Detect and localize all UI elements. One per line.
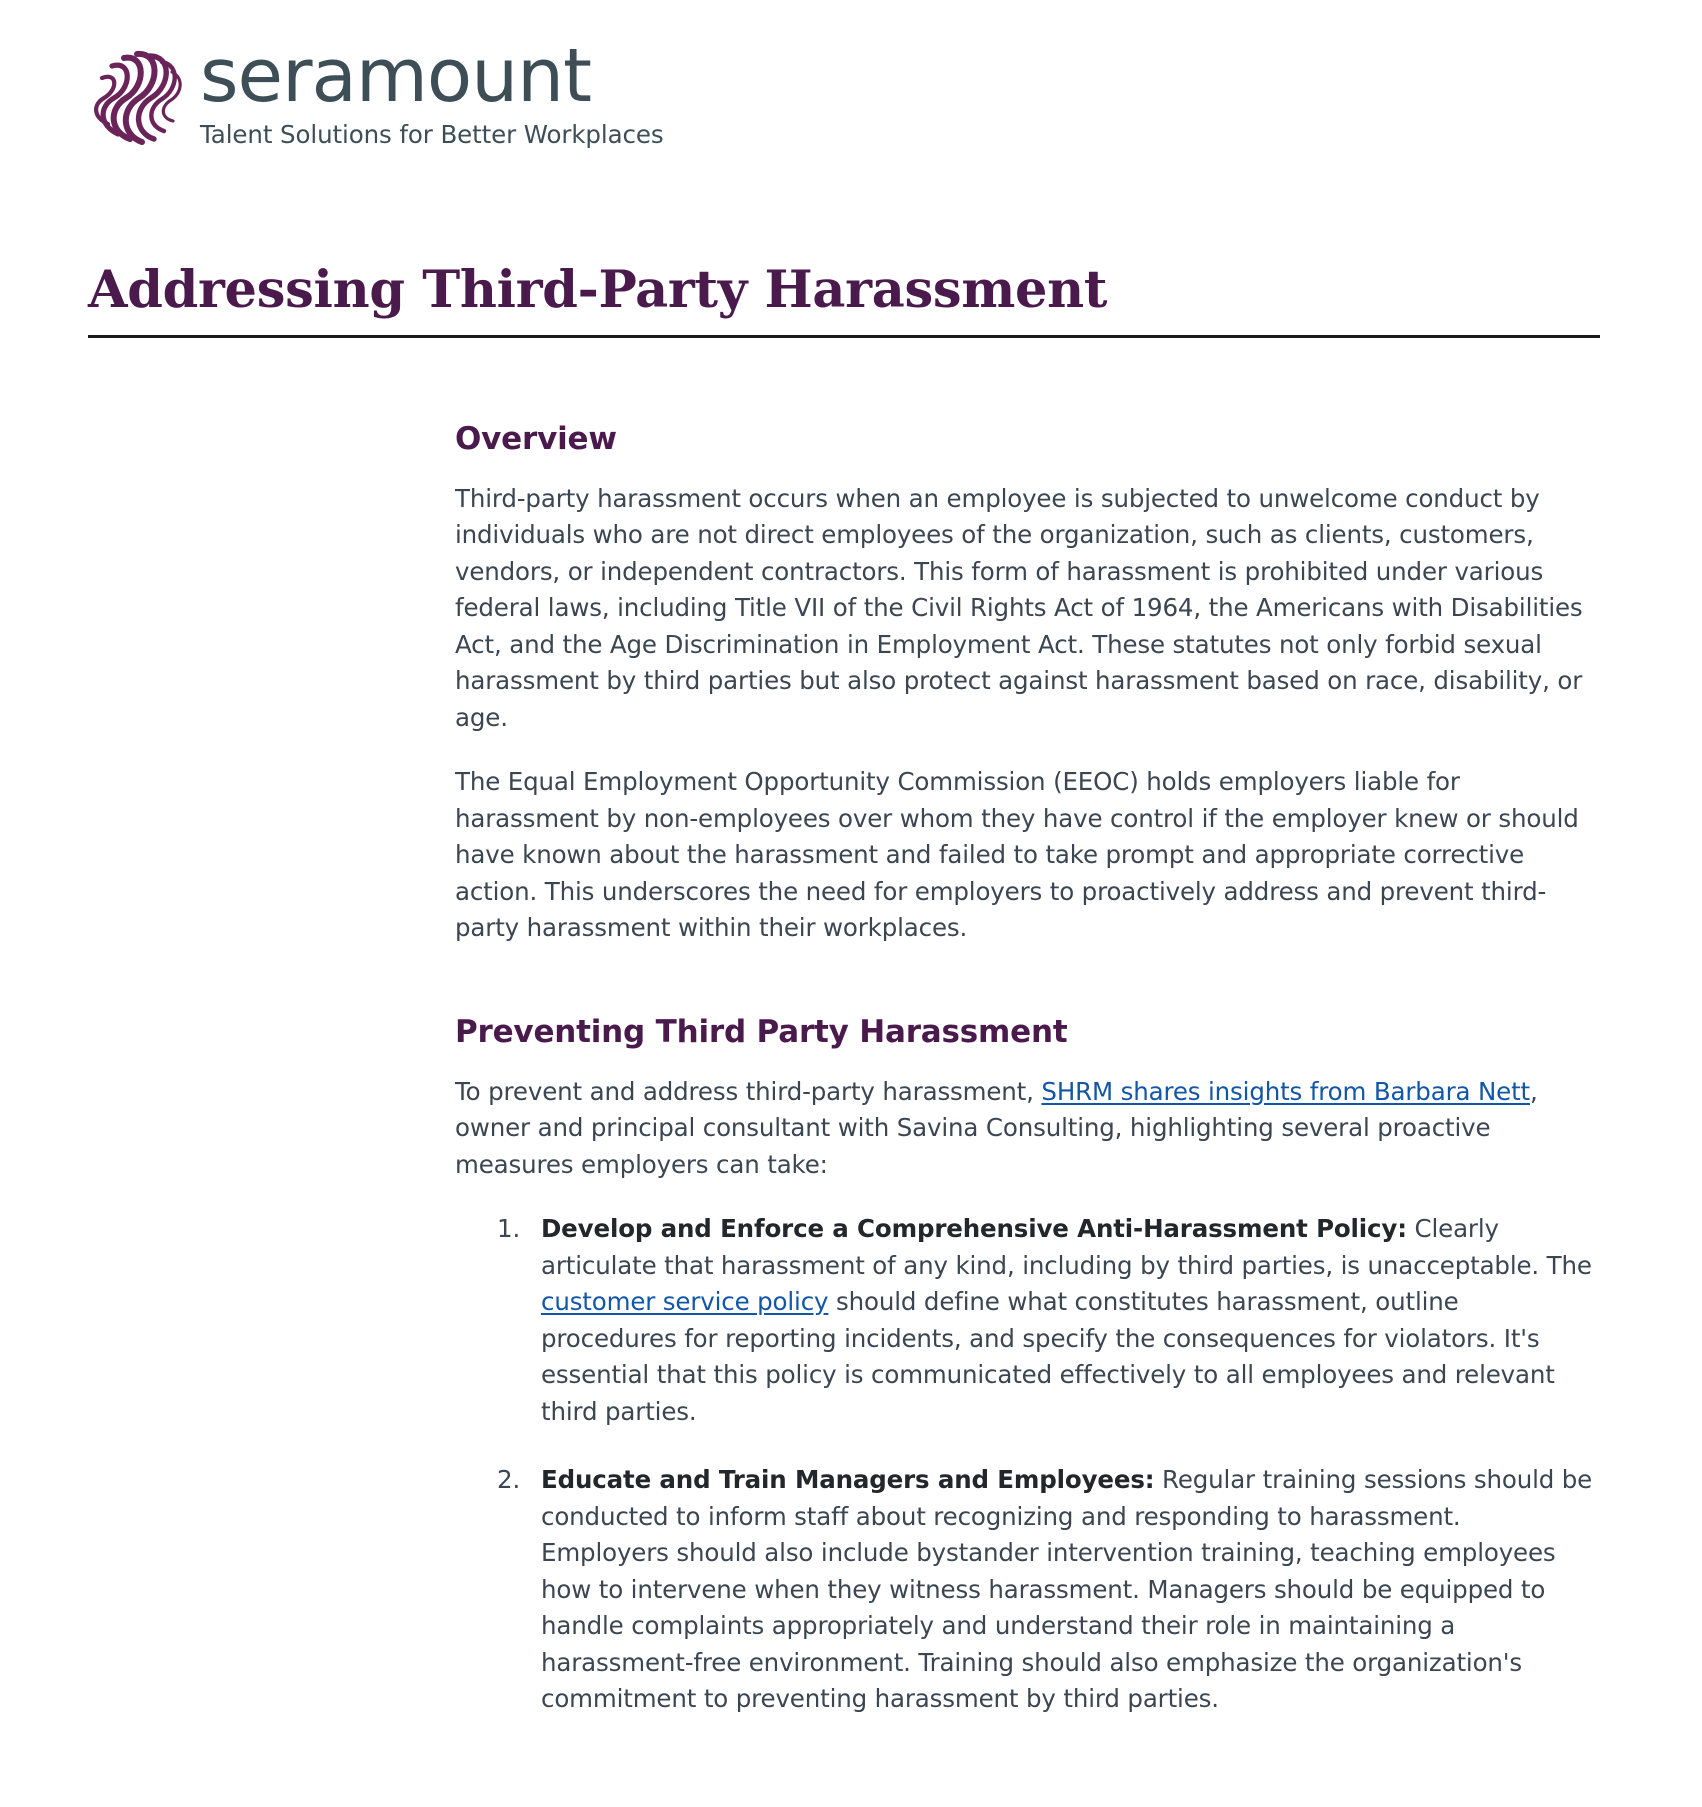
overview-paragraph-2: The Equal Employment Opportunity Commission (EEOC) holds employers liable for harassment by non-employees over whom they have control if the employer knew or should have known about the harassment and failed to take prompt and appropriate corrective action. This underscores the need for employers to proactively address and prevent third-party harassment within their workplaces. — [455, 767, 1579, 943]
document-body — [455, 420, 1595, 1718]
customer-service-policy-link[interactable]: customer service policy — [541, 1287, 829, 1316]
shrm-barbara-nett-link[interactable]: SHRM shares insights from Barbara Nett — [1041, 1076, 1531, 1106]
list-item-text-before-link: Clearly articulate that harassment of any kind, including by third parties, is unacceptable. The — [541, 1214, 1592, 1280]
intro-text-before-link: To prevent and address third-party harassment, — [455, 1076, 1042, 1106]
list-item — [455, 1462, 1595, 1718]
brand-logo — [88, 33, 664, 158]
list-item-text-after-link: should define what constitutes harassment, outline procedures for reporting incidents, and specify the consequences for violators. It's essential that this policy is communicated effectively to all employees and relevant third parties. — [541, 1287, 1555, 1426]
preventing-intro-paragraph — [455, 1074, 1595, 1184]
page-title: Addressing Third-Party Harassment — [88, 260, 1108, 320]
list-item-lead: Educate and Train Managers and Employees: — [541, 1465, 1155, 1494]
brand-tagline: Talent Solutions for Better Workplaces — [200, 119, 664, 149]
preventive-measures-list — [455, 1211, 1595, 1718]
list-item-lead: Develop and Enforce a Comprehensive Anti-Harassment Policy: — [541, 1214, 1407, 1243]
section-heading-preventing: Preventing Third Party Harassment — [455, 1013, 1068, 1050]
document-title-block — [88, 262, 1598, 338]
seramount-swirl-logo-icon — [88, 38, 186, 158]
overview-paragraph-1: Third-party harassment occurs when an employee is subjected to unwelcome conduct by individuals who are not direct employees of the organization, such as clients, customers, vendors, or independent contractors. This form of harassment is prohibited under various federal laws, including Title VII of the Civil Rights Act of 1964, the Americans with Disabilities Act, and the Age Discrimination in Employment Act. These statutes not only forbid sexual harassment by third parties but also protect against harassment based on race, disability, or age. — [455, 483, 1583, 732]
list-item-text-before-link: Regular training sessions should be conducted to inform staff about recognizing and responding to harassment. Employers should also include bystander intervention training, teaching employees how to intervene when they witness harassment. Managers should be equipped to handle complaints appropriately and understand their role in maintaining a harassment-free environment. Training should also emphasize the organization's commitment to preventing harassment by third parties. — [541, 1465, 1593, 1713]
brand-wordmark: seramount — [200, 33, 592, 119]
title-divider — [88, 335, 1600, 338]
list-item — [455, 1211, 1595, 1430]
intro-text-after-link: , owner and principal consultant with Savina Consulting, highlighting several proactive measures employers can take: — [455, 1076, 1538, 1179]
section-heading-overview: Overview — [455, 421, 617, 457]
